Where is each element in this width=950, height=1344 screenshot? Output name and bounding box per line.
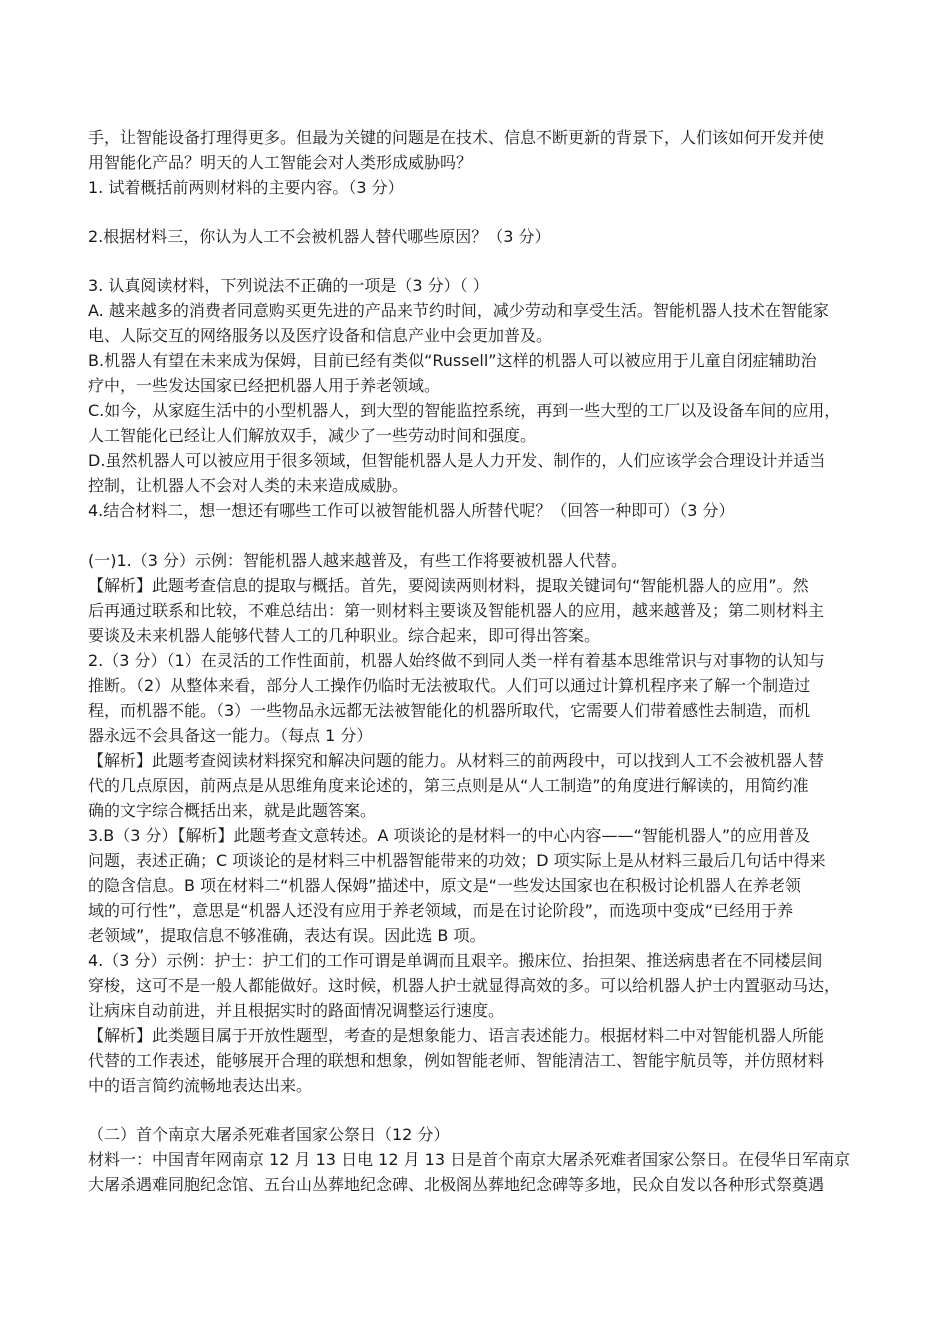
answer-2: 2.（3 分）（1）在灵活的工作性面前，机器人始终做不到同人类一样有着基本思维常识与对事物的认知与 xyxy=(88,651,825,670)
answer-3: 3.B（3 分）【解析】此题考查文意转述。A 项谈论的是材料一的中心内容——“智能机器人”的应用普及 xyxy=(88,826,811,845)
answer-2-cont: 推断。（2）从整体来看，部分人工操作仍临时无法被取代。人们可以通过计算机程序来了解一个制造过 xyxy=(88,676,811,695)
analysis-2-cont: 确的文字综合概括出来，就是此题答案。 xyxy=(88,801,377,820)
option-a: A. 越来越多的消费者同意购买更先进的产品来节约时间，减少劳动和享受生活。智能机器人技术在智能家 xyxy=(88,301,829,320)
option-b-cont: 疗中，一些发达国家已经把机器人用于养老领域。 xyxy=(88,376,441,395)
answer-2-cont: 器永远不会具备这一能力。（每点 1 分） xyxy=(88,726,373,745)
option-a-cont: 电、人际交互的网络服务以及医疗设备和信息产业中会更加普及。 xyxy=(88,326,553,345)
analysis-4-cont: 代替的工作表述，能够展开合理的联想和想象，例如智能老师、智能清洁工、智能宇航员等，并仿照材料 xyxy=(88,1051,825,1070)
question-3: 3. 认真阅读材料，下列说法不正确的一项是（3 分）（ ） xyxy=(88,276,489,295)
answer-1: (一)1.（3 分）示例：智能机器人越来越普及，有些工作将要被机器人代替。 xyxy=(88,551,628,570)
option-d-cont: 控制，让机器人不会对人类的未来造成威胁。 xyxy=(88,476,409,495)
question-2: 2.根据材料三，你认为人工不会被机器人替代哪些原因？（3 分） xyxy=(88,227,551,246)
material-1-cont: 大屠杀遇难同胞纪念馆、五台山丛葬地纪念碑、北极阁丛葬地纪念碑等多地，民众自发以各种形式祭奠遇 xyxy=(88,1175,825,1194)
analysis-4: 【解析】此类题目属于开放性题型，考查的是想象能力、语言表述能力。根据材料二中对智能机器人所能 xyxy=(88,1026,825,1045)
analysis-2: 【解析】此题考查阅读材料探究和解决问题的能力。从材料三的前两段中，可以找到人工不会被机器人替 xyxy=(88,751,825,770)
material-1: 材料一：中国青年网南京 12 月 13 日电 12 月 13 日是首个南京大屠杀死难者国家公祭日。在侵华日军南京 xyxy=(88,1150,851,1169)
answer-4-cont: 让病床自动前进，并且根据实时的路面情况调整运行速度。 xyxy=(88,1001,505,1020)
option-d: D.虽然机器人可以被应用于很多领域，但智能机器人是人力开发、制作的，人们应该学会合理设计并适当 xyxy=(88,451,826,470)
option-c-cont: 人工智能化已经让人们解放双手，减少了一些劳动时间和强度。 xyxy=(88,426,537,445)
text-line: 手，让智能设备打理得更多。但最为关键的问题是在技术、信息不断更新的背景下，人们该如何开发并使 xyxy=(88,128,825,147)
analysis-2-cont: 代的几点原因，前两点是从思维角度来论述的，第三点则是从“人工制造”的角度进行解读的，用简约准 xyxy=(88,776,809,795)
answer-3-cont: 的隐含信息。B 项在材料二“机器人保姆”描述中，原文是“一些发达国家也在积极讨论机器人在养老领 xyxy=(88,876,801,895)
text-line: 用智能化产品？明天的人工智能会对人类形成威胁吗？ xyxy=(88,153,473,172)
analysis-1-cont: 后再通过联系和比较，不难总结出：第一则材料主要谈及智能机器人的应用，越来越普及；第二则材料主 xyxy=(88,601,825,620)
option-b: B.机器人有望在未来成为保姆，目前已经有类似“Russell”这样的机器人可以被应用于儿童自闭症辅助治 xyxy=(88,351,817,370)
answer-2-cont: 程，而机器不能。（3）一些物品永远都无法被智能化的机器所取代，它需要人们带着感性去制造，而机 xyxy=(88,701,811,720)
answer-3-cont: 问题，表述正确；C 项谈论的是材料三中机器智能带来的功效；D 项实际上是从材料三最后几句话中得来 xyxy=(88,851,826,870)
answer-3-cont: 域的可行性”，意思是“机器人还没有应用于养老领域，而是在讨论阶段”，而选项中变成“已经用于养 xyxy=(88,901,794,920)
option-c: C.如今，从家庭生活中的小型机器人，到大型的智能监控系统，再到一些大型的工厂以及设备车间的应用， xyxy=(88,401,841,420)
answer-4-cont: 穿梭，这可不是一般人都能做好。这时候，机器人护士就显得高效的多。可以给机器人护士内置驱动马达， xyxy=(88,976,841,995)
analysis-1: 【解析】此题考查信息的提取与概括。首先，要阅读两则材料，提取关键词句“智能机器人的应用”。然 xyxy=(88,576,809,595)
analysis-4-cont: 中的语言简约流畅地表达出来。 xyxy=(88,1076,313,1095)
section-heading: （二）首个南京大屠杀死难者国家公祭日（12 分） xyxy=(88,1125,450,1144)
analysis-1-cont: 要谈及未来机器人能够代替人工的几种职业。综合起来，即可得出答案。 xyxy=(88,626,601,645)
question-1: 1. 试着概括前两则材料的主要内容。（3 分） xyxy=(88,178,404,197)
answer-4: 4.（3 分）示例：护士：护工们的工作可谓是单调而且艰辛。搬床位、抬担架、推送病患者在不同楼层间 xyxy=(88,951,823,970)
question-4: 4.结合材料二，想一想还有哪些工作可以被智能机器人所替代呢？（回答一种即可）（3 分） xyxy=(88,501,735,520)
answer-3-cont: 老领域”，提取信息不够准确，表达有误。因此选 B 项。 xyxy=(88,926,486,945)
